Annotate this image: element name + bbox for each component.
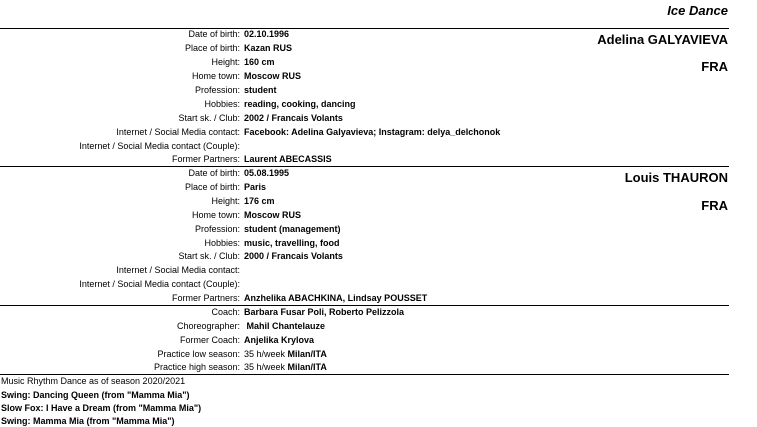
field-value: 2000 / Francais Volants — [244, 251, 343, 261]
field-value: reading, cooking, dancing — [244, 99, 356, 109]
field-label: Coach: — [211, 307, 240, 317]
field-value — [244, 348, 327, 361]
skater-1-nation: FRA — [701, 59, 728, 74]
music-item: Swing: Dancing Queen (from "Mamma Mia") — [1, 390, 190, 400]
practice-location: Milan/ITA — [287, 349, 327, 359]
field-value: student (management) — [244, 224, 341, 234]
field-value: 176 cm — [244, 196, 275, 206]
field-value: Paris — [244, 182, 267, 192]
field-label: Choreographer: — [176, 321, 240, 331]
field-label: Former Coach: — [179, 335, 240, 345]
field-value — [244, 361, 327, 374]
field-label: Practice low season: — [157, 349, 240, 359]
field-value: 160 cm — [244, 57, 275, 67]
field-label: Internet / Social Media contact (Couple): — [79, 279, 240, 289]
field-label: Date of birth: — [188, 168, 240, 178]
field-value: Anjelika Krylova — [244, 335, 315, 345]
music-heading: Music Rhythm Dance as of season 2020/2021 — [1, 376, 186, 386]
field-value: Moscow RUS — [244, 71, 302, 81]
skater-2-nation: FRA — [701, 198, 728, 213]
field-label: Place of birth: — [184, 182, 240, 192]
skater-2-name: Louis THAURON — [624, 170, 728, 185]
field-label: Former Partners: — [171, 154, 240, 164]
field-value: Barbara Fusar Poli, Roberto Pelizzola — [244, 307, 405, 317]
field-value: 02.10.1996 — [244, 29, 290, 39]
field-label: Home town: — [191, 210, 240, 220]
field-value: Mahil Chantelauze — [244, 321, 326, 331]
practice-hours: 35 h/week — [244, 362, 288, 372]
field-value: 2002 / Francais Volants — [244, 113, 343, 123]
field-label: Hobbies: — [204, 99, 240, 109]
field-label: Height: — [211, 57, 240, 67]
field-label: Hobbies: — [204, 238, 240, 248]
field-value: Moscow RUS — [244, 210, 302, 220]
field-label: Internet / Social Media contact: — [116, 265, 240, 275]
field-label: Date of birth: — [188, 29, 240, 39]
field-label: Practice high season: — [153, 362, 240, 372]
field-label: Profession: — [194, 224, 240, 234]
field-label: Internet / Social Media contact (Couple): — [79, 141, 240, 151]
field-label: Start sk. / Club: — [178, 251, 240, 261]
music-item: Slow Fox: I Have a Dream (from "Mamma Mia") — [1, 403, 202, 413]
field-value: music, travelling, food — [244, 238, 340, 248]
field-label: Former Partners: — [171, 293, 240, 303]
field-value: 05.08.1995 — [244, 168, 290, 178]
field-value: Facebook: Adelina Galyavieva; Instagram: delya_delchonok — [244, 127, 501, 137]
discipline-title: Ice Dance — [667, 3, 728, 18]
field-value: student — [244, 85, 277, 95]
field-label: Place of birth: — [184, 43, 240, 53]
field-value: Laurent ABECASSIS — [244, 154, 332, 164]
field-label: Home town: — [191, 71, 240, 81]
field-value: Kazan RUS — [244, 43, 293, 53]
music-item: Swing: Mamma Mia (from "Mamma Mia") — [1, 416, 175, 426]
field-label: Profession: — [194, 85, 240, 95]
skater-1-name: Adelina GALYAVIEVA — [597, 32, 728, 47]
divider-music — [0, 374, 729, 375]
practice-hours: 35 h/week — [244, 349, 288, 359]
field-label: Height: — [211, 196, 240, 206]
practice-location: Milan/ITA — [287, 362, 327, 372]
field-label: Start sk. / Club: — [178, 113, 240, 123]
field-value: Anzhelika ABACHKINA, Lindsay POUSSET — [244, 293, 428, 303]
field-label: Internet / Social Media contact: — [116, 127, 240, 137]
